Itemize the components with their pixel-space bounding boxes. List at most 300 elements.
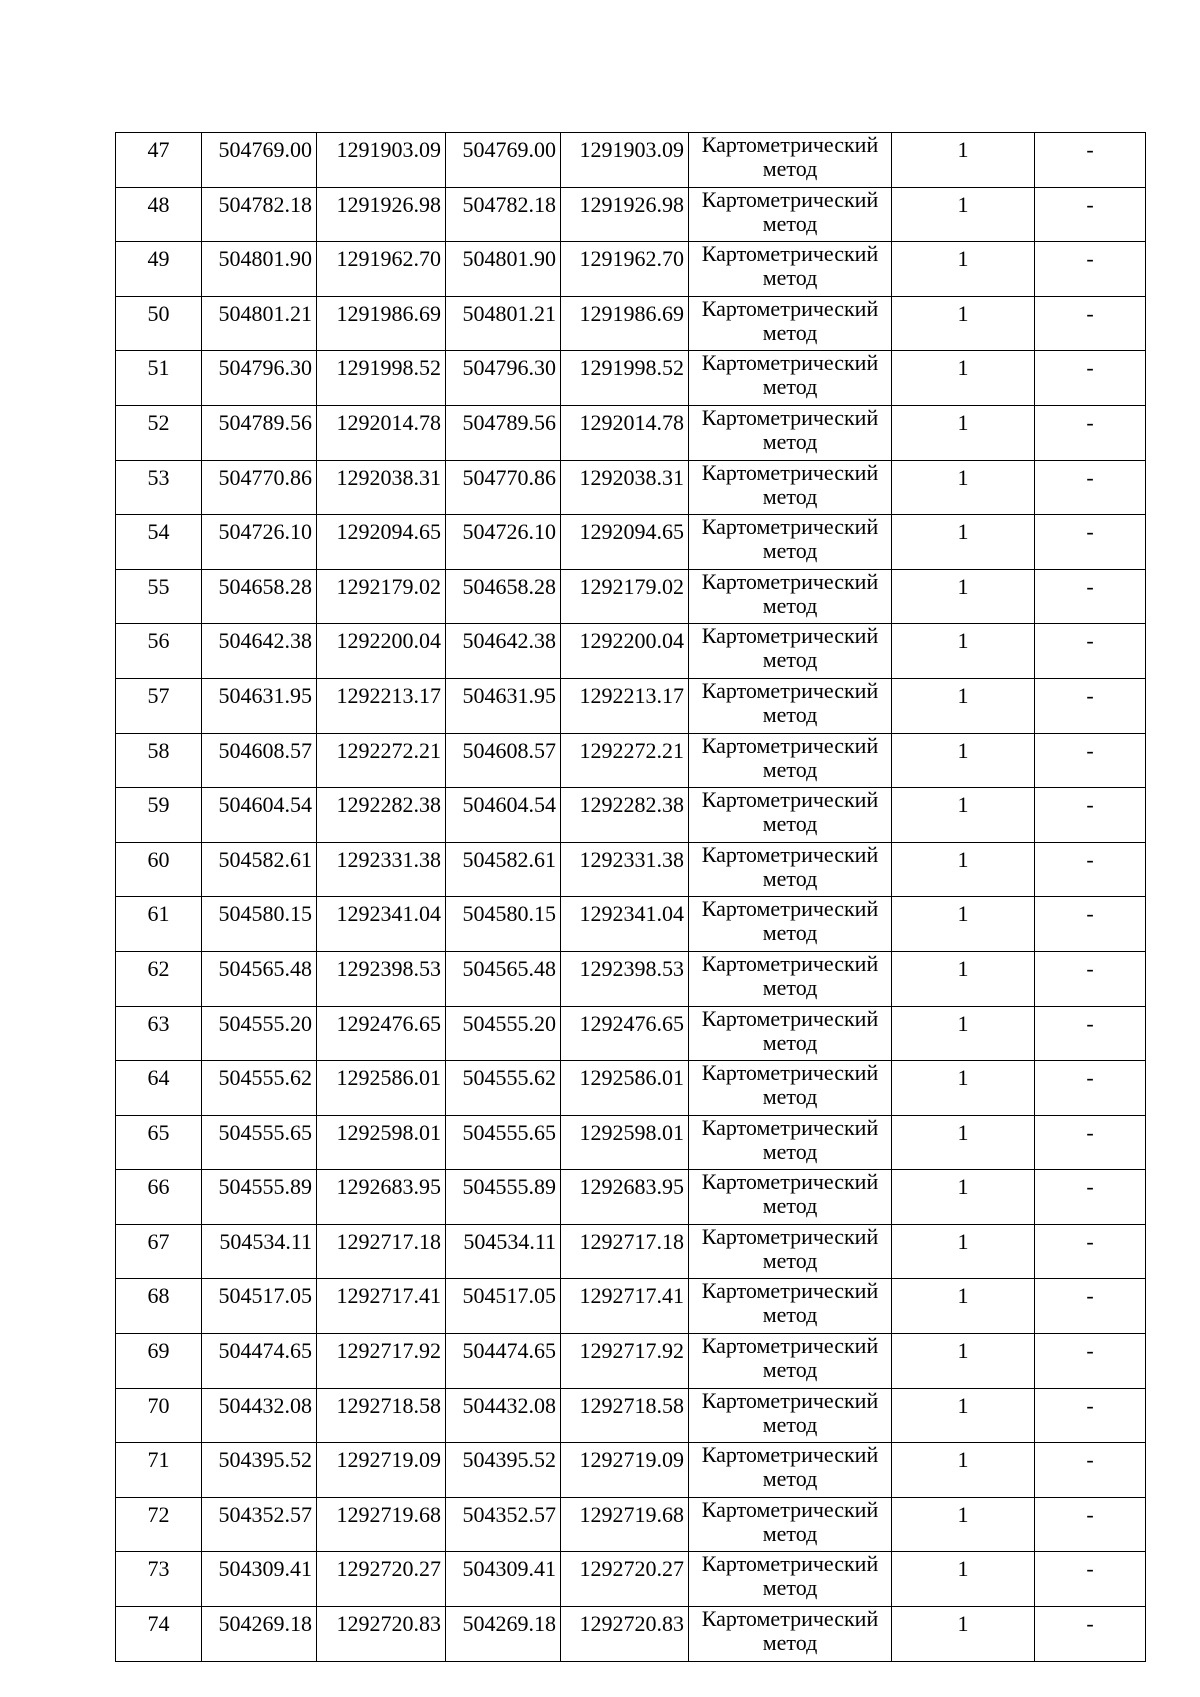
point-number: 59 xyxy=(116,788,202,843)
method-line1: Картометрический xyxy=(701,1224,879,1249)
coord-y-new: 1292717.92 xyxy=(561,1334,689,1389)
method-line1: Картометрический xyxy=(701,460,879,485)
method-line1: Картометрический xyxy=(701,350,879,376)
method-line1: Картометрический xyxy=(701,1060,879,1086)
method-line2: метод xyxy=(762,319,818,345)
coord-x-new: 504555.62 xyxy=(446,1061,561,1116)
coord-y-new: 1292719.09 xyxy=(561,1443,689,1498)
accuracy-value: 1 xyxy=(892,1170,1035,1225)
point-number: 67 xyxy=(116,1224,202,1279)
method-cell xyxy=(689,1006,892,1061)
accuracy-value: 1 xyxy=(892,296,1035,351)
method-line2: метод xyxy=(762,1193,818,1219)
accuracy-value: 1 xyxy=(892,788,1035,843)
method-line2: метод xyxy=(762,156,818,181)
coord-y-existing: 1291903.09 xyxy=(317,133,446,188)
coord-y-existing: 1291998.52 xyxy=(317,351,446,406)
table-row xyxy=(116,1224,1146,1279)
method-cell xyxy=(689,1224,892,1279)
coord-x-new: 504801.21 xyxy=(446,296,561,351)
coord-x-existing: 504534.11 xyxy=(202,1224,317,1279)
table-row xyxy=(116,1443,1146,1498)
method-line1: Картометрический xyxy=(701,1551,879,1577)
coord-x-existing: 504769.00 xyxy=(202,133,317,188)
coord-y-new: 1291962.70 xyxy=(561,242,689,297)
point-number: 51 xyxy=(116,351,202,406)
table-body xyxy=(116,133,1146,1662)
method-line2: метод xyxy=(762,374,818,400)
coord-x-new: 504658.28 xyxy=(446,569,561,624)
method-line1: Картометрический xyxy=(701,1606,879,1632)
table-row xyxy=(116,897,1146,952)
coord-y-existing: 1292586.01 xyxy=(317,1061,446,1116)
method-line1: Картометрический xyxy=(701,187,879,212)
note-value: - xyxy=(1035,133,1146,188)
coord-y-existing: 1292200.04 xyxy=(317,624,446,679)
coord-y-new: 1292200.04 xyxy=(561,624,689,679)
table-row xyxy=(116,788,1146,843)
method-cell xyxy=(689,1334,892,1389)
table-row xyxy=(116,515,1146,570)
method-cell xyxy=(689,1443,892,1498)
accuracy-value: 1 xyxy=(892,405,1035,460)
coord-x-existing: 504565.48 xyxy=(202,951,317,1006)
method-cell xyxy=(689,897,892,952)
note-value: - xyxy=(1035,296,1146,351)
point-number: 70 xyxy=(116,1388,202,1443)
point-number: 73 xyxy=(116,1552,202,1607)
coord-x-new: 504474.65 xyxy=(446,1334,561,1389)
coord-x-existing: 504352.57 xyxy=(202,1497,317,1552)
accuracy-value: 1 xyxy=(892,1006,1035,1061)
coord-x-existing: 504555.20 xyxy=(202,1006,317,1061)
accuracy-value: 1 xyxy=(892,133,1035,188)
coord-y-new: 1291998.52 xyxy=(561,351,689,406)
coord-x-new: 504770.86 xyxy=(446,460,561,515)
method-line1: Картометрический xyxy=(701,787,879,813)
point-number: 65 xyxy=(116,1115,202,1170)
method-line1: Картометрический xyxy=(701,951,879,976)
method-line2: метод xyxy=(762,1630,818,1656)
accuracy-value: 1 xyxy=(892,678,1035,733)
coord-y-existing: 1292331.38 xyxy=(317,842,446,897)
coord-x-existing: 504474.65 xyxy=(202,1334,317,1389)
method-line1: Картометрический xyxy=(701,132,879,157)
coord-y-new: 1292683.95 xyxy=(561,1170,689,1225)
coord-x-new: 504309.41 xyxy=(446,1552,561,1607)
point-number: 50 xyxy=(116,296,202,351)
coord-x-new: 504395.52 xyxy=(446,1443,561,1498)
coord-x-existing: 504555.89 xyxy=(202,1170,317,1225)
point-number: 55 xyxy=(116,569,202,624)
method-cell xyxy=(689,133,892,188)
coord-y-new: 1291903.09 xyxy=(561,133,689,188)
method-line1: Картометрический xyxy=(701,1278,879,1304)
coord-y-new: 1292720.27 xyxy=(561,1552,689,1607)
point-number: 47 xyxy=(116,133,202,188)
method-line1: Картометрический xyxy=(701,296,879,321)
method-line2: метод xyxy=(762,647,818,673)
coord-x-new: 504796.30 xyxy=(446,351,561,406)
coord-x-existing: 504658.28 xyxy=(202,569,317,624)
coord-x-existing: 504555.65 xyxy=(202,1115,317,1170)
method-line2: метод xyxy=(762,1411,818,1437)
point-number: 68 xyxy=(116,1279,202,1334)
method-line2: метод xyxy=(762,1466,818,1492)
coord-x-existing: 504269.18 xyxy=(202,1607,317,1662)
method-line2: метод xyxy=(762,1302,818,1328)
method-cell xyxy=(689,1061,892,1116)
coord-x-new: 504769.00 xyxy=(446,133,561,188)
accuracy-value: 1 xyxy=(892,897,1035,952)
coord-y-new: 1292038.31 xyxy=(561,460,689,515)
coord-y-new: 1292282.38 xyxy=(561,788,689,843)
method-line1: Картометрический xyxy=(701,1169,879,1195)
accuracy-value: 1 xyxy=(892,1388,1035,1443)
coord-y-existing: 1292038.31 xyxy=(317,460,446,515)
coord-y-existing: 1292272.21 xyxy=(317,733,446,788)
coord-x-existing: 504580.15 xyxy=(202,897,317,952)
accuracy-value: 1 xyxy=(892,1061,1035,1116)
method-cell xyxy=(689,242,892,297)
accuracy-value: 1 xyxy=(892,951,1035,1006)
table-row xyxy=(116,242,1146,297)
coord-x-new: 504555.89 xyxy=(446,1170,561,1225)
method-line2: метод xyxy=(762,1029,818,1055)
coord-x-new: 504608.57 xyxy=(446,733,561,788)
note-value: - xyxy=(1035,1279,1146,1334)
note-value: - xyxy=(1035,1115,1146,1170)
coord-y-existing: 1292720.27 xyxy=(317,1552,446,1607)
coord-x-existing: 504395.52 xyxy=(202,1443,317,1498)
method-cell xyxy=(689,405,892,460)
table-row xyxy=(116,1115,1146,1170)
point-number: 72 xyxy=(116,1497,202,1552)
table-row xyxy=(116,187,1146,242)
point-number: 49 xyxy=(116,242,202,297)
coord-y-new: 1292398.53 xyxy=(561,951,689,1006)
table-row xyxy=(116,733,1146,788)
coord-x-existing: 504631.95 xyxy=(202,678,317,733)
coord-x-new: 504642.38 xyxy=(446,624,561,679)
method-line2: метод xyxy=(762,210,818,236)
table-row xyxy=(116,951,1146,1006)
coord-x-new: 504534.11 xyxy=(446,1224,561,1279)
coord-x-new: 504582.61 xyxy=(446,842,561,897)
method-line1: Картометрический xyxy=(701,623,879,649)
note-value: - xyxy=(1035,1552,1146,1607)
note-value: - xyxy=(1035,678,1146,733)
coord-x-existing: 504582.61 xyxy=(202,842,317,897)
point-number: 53 xyxy=(116,460,202,515)
method-line1: Картометрический xyxy=(701,1388,879,1413)
note-value: - xyxy=(1035,187,1146,242)
coord-y-existing: 1292598.01 xyxy=(317,1115,446,1170)
accuracy-value: 1 xyxy=(892,624,1035,679)
method-cell xyxy=(689,1607,892,1662)
note-value: - xyxy=(1035,460,1146,515)
method-line2: метод xyxy=(762,592,818,618)
accuracy-value: 1 xyxy=(892,515,1035,570)
table-row xyxy=(116,569,1146,624)
method-line1: Картометрический xyxy=(701,1115,879,1140)
coord-x-existing: 504789.56 xyxy=(202,405,317,460)
note-value: - xyxy=(1035,242,1146,297)
coord-y-existing: 1292683.95 xyxy=(317,1170,446,1225)
coord-x-new: 504269.18 xyxy=(446,1607,561,1662)
coord-y-new: 1292586.01 xyxy=(561,1061,689,1116)
method-line2: метод xyxy=(762,538,818,564)
method-line2: метод xyxy=(762,920,818,946)
note-value: - xyxy=(1035,842,1146,897)
note-value: - xyxy=(1035,1388,1146,1443)
method-cell xyxy=(689,1552,892,1607)
coord-y-existing: 1292717.18 xyxy=(317,1224,446,1279)
coord-x-new: 504631.95 xyxy=(446,678,561,733)
point-number: 74 xyxy=(116,1607,202,1662)
coord-x-existing: 504432.08 xyxy=(202,1388,317,1443)
point-number: 58 xyxy=(116,733,202,788)
method-line1: Картометрический xyxy=(701,842,879,867)
method-line2: метод xyxy=(762,1138,818,1164)
point-number: 60 xyxy=(116,842,202,897)
coord-y-new: 1291926.98 xyxy=(561,187,689,242)
note-value: - xyxy=(1035,1170,1146,1225)
method-cell xyxy=(689,515,892,570)
coordinates-table xyxy=(115,132,1146,1662)
note-value: - xyxy=(1035,1443,1146,1498)
coord-x-new: 504801.90 xyxy=(446,242,561,297)
method-line1: Картометрический xyxy=(701,1442,879,1468)
coord-y-new: 1292272.21 xyxy=(561,733,689,788)
table-row xyxy=(116,1607,1146,1662)
method-line2: метод xyxy=(762,1357,818,1383)
note-value: - xyxy=(1035,1006,1146,1061)
coord-y-new: 1292719.68 xyxy=(561,1497,689,1552)
accuracy-value: 1 xyxy=(892,1443,1035,1498)
coord-x-existing: 504608.57 xyxy=(202,733,317,788)
coord-y-existing: 1292718.58 xyxy=(317,1388,446,1443)
method-cell xyxy=(689,1279,892,1334)
coord-y-new: 1292720.83 xyxy=(561,1607,689,1662)
accuracy-value: 1 xyxy=(892,1224,1035,1279)
coord-y-new: 1291986.69 xyxy=(561,296,689,351)
coord-x-existing: 504770.86 xyxy=(202,460,317,515)
method-cell xyxy=(689,1388,892,1443)
method-line2: метод xyxy=(762,701,818,727)
coord-x-existing: 504555.62 xyxy=(202,1061,317,1116)
method-cell xyxy=(689,842,892,897)
accuracy-value: 1 xyxy=(892,1334,1035,1389)
coord-y-new: 1292331.38 xyxy=(561,842,689,897)
coord-x-new: 504789.56 xyxy=(446,405,561,460)
table-row xyxy=(116,133,1146,188)
coord-x-new: 504565.48 xyxy=(446,951,561,1006)
method-line1: Картометрический xyxy=(701,569,879,594)
note-value: - xyxy=(1035,733,1146,788)
coord-y-new: 1292341.04 xyxy=(561,897,689,952)
method-line1: Картометрический xyxy=(701,896,879,922)
coord-x-new: 504580.15 xyxy=(446,897,561,952)
table-row xyxy=(116,1170,1146,1225)
coord-y-existing: 1292341.04 xyxy=(317,897,446,952)
method-line2: метод xyxy=(762,974,818,1000)
method-line2: метод xyxy=(762,265,818,291)
point-number: 61 xyxy=(116,897,202,952)
accuracy-value: 1 xyxy=(892,569,1035,624)
coord-y-existing: 1292213.17 xyxy=(317,678,446,733)
note-value: - xyxy=(1035,1061,1146,1116)
coord-y-new: 1292094.65 xyxy=(561,515,689,570)
note-value: - xyxy=(1035,897,1146,952)
accuracy-value: 1 xyxy=(892,187,1035,242)
table-row xyxy=(116,1334,1146,1389)
method-line2: метод xyxy=(762,1247,818,1273)
table-row xyxy=(116,1006,1146,1061)
coord-x-new: 504432.08 xyxy=(446,1388,561,1443)
point-number: 56 xyxy=(116,624,202,679)
coord-y-new: 1292598.01 xyxy=(561,1115,689,1170)
coord-y-new: 1292717.18 xyxy=(561,1224,689,1279)
point-number: 66 xyxy=(116,1170,202,1225)
note-value: - xyxy=(1035,1334,1146,1389)
accuracy-value: 1 xyxy=(892,1497,1035,1552)
coord-x-new: 504352.57 xyxy=(446,1497,561,1552)
coord-x-existing: 504726.10 xyxy=(202,515,317,570)
note-value: - xyxy=(1035,569,1146,624)
accuracy-value: 1 xyxy=(892,733,1035,788)
coord-y-new: 1292718.58 xyxy=(561,1388,689,1443)
method-cell xyxy=(689,951,892,1006)
coord-x-new: 504517.05 xyxy=(446,1279,561,1334)
method-line2: метод xyxy=(762,865,818,891)
coord-y-existing: 1292720.83 xyxy=(317,1607,446,1662)
accuracy-value: 1 xyxy=(892,1279,1035,1334)
method-line1: Картометрический xyxy=(701,1333,879,1359)
coord-y-existing: 1292014.78 xyxy=(317,405,446,460)
method-line2: метод xyxy=(762,756,818,782)
note-value: - xyxy=(1035,951,1146,1006)
method-line1: Картометрический xyxy=(701,1006,879,1031)
coord-x-existing: 504309.41 xyxy=(202,1552,317,1607)
table-row xyxy=(116,296,1146,351)
coord-x-existing: 504517.05 xyxy=(202,1279,317,1334)
coord-x-new: 504726.10 xyxy=(446,515,561,570)
point-number: 52 xyxy=(116,405,202,460)
note-value: - xyxy=(1035,1607,1146,1662)
note-value: - xyxy=(1035,624,1146,679)
method-cell xyxy=(689,296,892,351)
method-line1: Картометрический xyxy=(701,241,879,267)
note-value: - xyxy=(1035,1497,1146,1552)
coord-x-existing: 504782.18 xyxy=(202,187,317,242)
method-cell xyxy=(689,678,892,733)
coord-y-existing: 1291962.70 xyxy=(317,242,446,297)
accuracy-value: 1 xyxy=(892,1552,1035,1607)
method-line2: метод xyxy=(762,1575,818,1601)
point-number: 48 xyxy=(116,187,202,242)
table-row xyxy=(116,1279,1146,1334)
method-line2: метод xyxy=(762,811,818,837)
coord-x-existing: 504801.21 xyxy=(202,296,317,351)
accuracy-value: 1 xyxy=(892,842,1035,897)
method-line2: метод xyxy=(762,1084,818,1110)
point-number: 54 xyxy=(116,515,202,570)
method-line2: метод xyxy=(762,428,818,454)
coord-y-existing: 1292717.92 xyxy=(317,1334,446,1389)
method-cell xyxy=(689,1497,892,1552)
coord-y-new: 1292213.17 xyxy=(561,678,689,733)
point-number: 62 xyxy=(116,951,202,1006)
point-number: 57 xyxy=(116,678,202,733)
coord-y-new: 1292717.41 xyxy=(561,1279,689,1334)
method-line1: Картометрический xyxy=(701,678,879,703)
coord-y-new: 1292179.02 xyxy=(561,569,689,624)
method-cell xyxy=(689,1170,892,1225)
coord-y-new: 1292014.78 xyxy=(561,405,689,460)
table-row xyxy=(116,1552,1146,1607)
method-line2: метод xyxy=(762,483,818,509)
method-cell xyxy=(689,569,892,624)
method-cell xyxy=(689,1115,892,1170)
coord-y-existing: 1292719.09 xyxy=(317,1443,446,1498)
note-value: - xyxy=(1035,1224,1146,1279)
coord-x-new: 504604.54 xyxy=(446,788,561,843)
method-line1: Картометрический xyxy=(701,405,879,430)
note-value: - xyxy=(1035,351,1146,406)
point-number: 69 xyxy=(116,1334,202,1389)
note-value: - xyxy=(1035,405,1146,460)
accuracy-value: 1 xyxy=(892,242,1035,297)
coord-x-existing: 504642.38 xyxy=(202,624,317,679)
coord-y-existing: 1291986.69 xyxy=(317,296,446,351)
table-row xyxy=(116,405,1146,460)
coord-y-existing: 1291926.98 xyxy=(317,187,446,242)
note-value: - xyxy=(1035,788,1146,843)
table-row xyxy=(116,1497,1146,1552)
accuracy-value: 1 xyxy=(892,1607,1035,1662)
coord-x-new: 504782.18 xyxy=(446,187,561,242)
table-row xyxy=(116,351,1146,406)
coord-y-existing: 1292717.41 xyxy=(317,1279,446,1334)
coord-x-existing: 504604.54 xyxy=(202,788,317,843)
coord-x-existing: 504801.90 xyxy=(202,242,317,297)
method-line1: Картометрический xyxy=(701,514,879,540)
table-row xyxy=(116,624,1146,679)
coord-x-existing: 504796.30 xyxy=(202,351,317,406)
coord-x-new: 504555.65 xyxy=(446,1115,561,1170)
coord-y-existing: 1292282.38 xyxy=(317,788,446,843)
method-cell xyxy=(689,733,892,788)
coord-y-existing: 1292476.65 xyxy=(317,1006,446,1061)
method-line2: метод xyxy=(762,1520,818,1546)
coord-y-existing: 1292094.65 xyxy=(317,515,446,570)
coord-y-existing: 1292719.68 xyxy=(317,1497,446,1552)
method-cell xyxy=(689,460,892,515)
coord-y-existing: 1292179.02 xyxy=(317,569,446,624)
method-line1: Картометрический xyxy=(701,1497,879,1522)
method-cell xyxy=(689,624,892,679)
table-row xyxy=(116,842,1146,897)
coord-x-new: 504555.20 xyxy=(446,1006,561,1061)
accuracy-value: 1 xyxy=(892,351,1035,406)
point-number: 71 xyxy=(116,1443,202,1498)
table-row xyxy=(116,1388,1146,1443)
method-cell xyxy=(689,187,892,242)
note-value: - xyxy=(1035,515,1146,570)
table-row xyxy=(116,678,1146,733)
accuracy-value: 1 xyxy=(892,460,1035,515)
